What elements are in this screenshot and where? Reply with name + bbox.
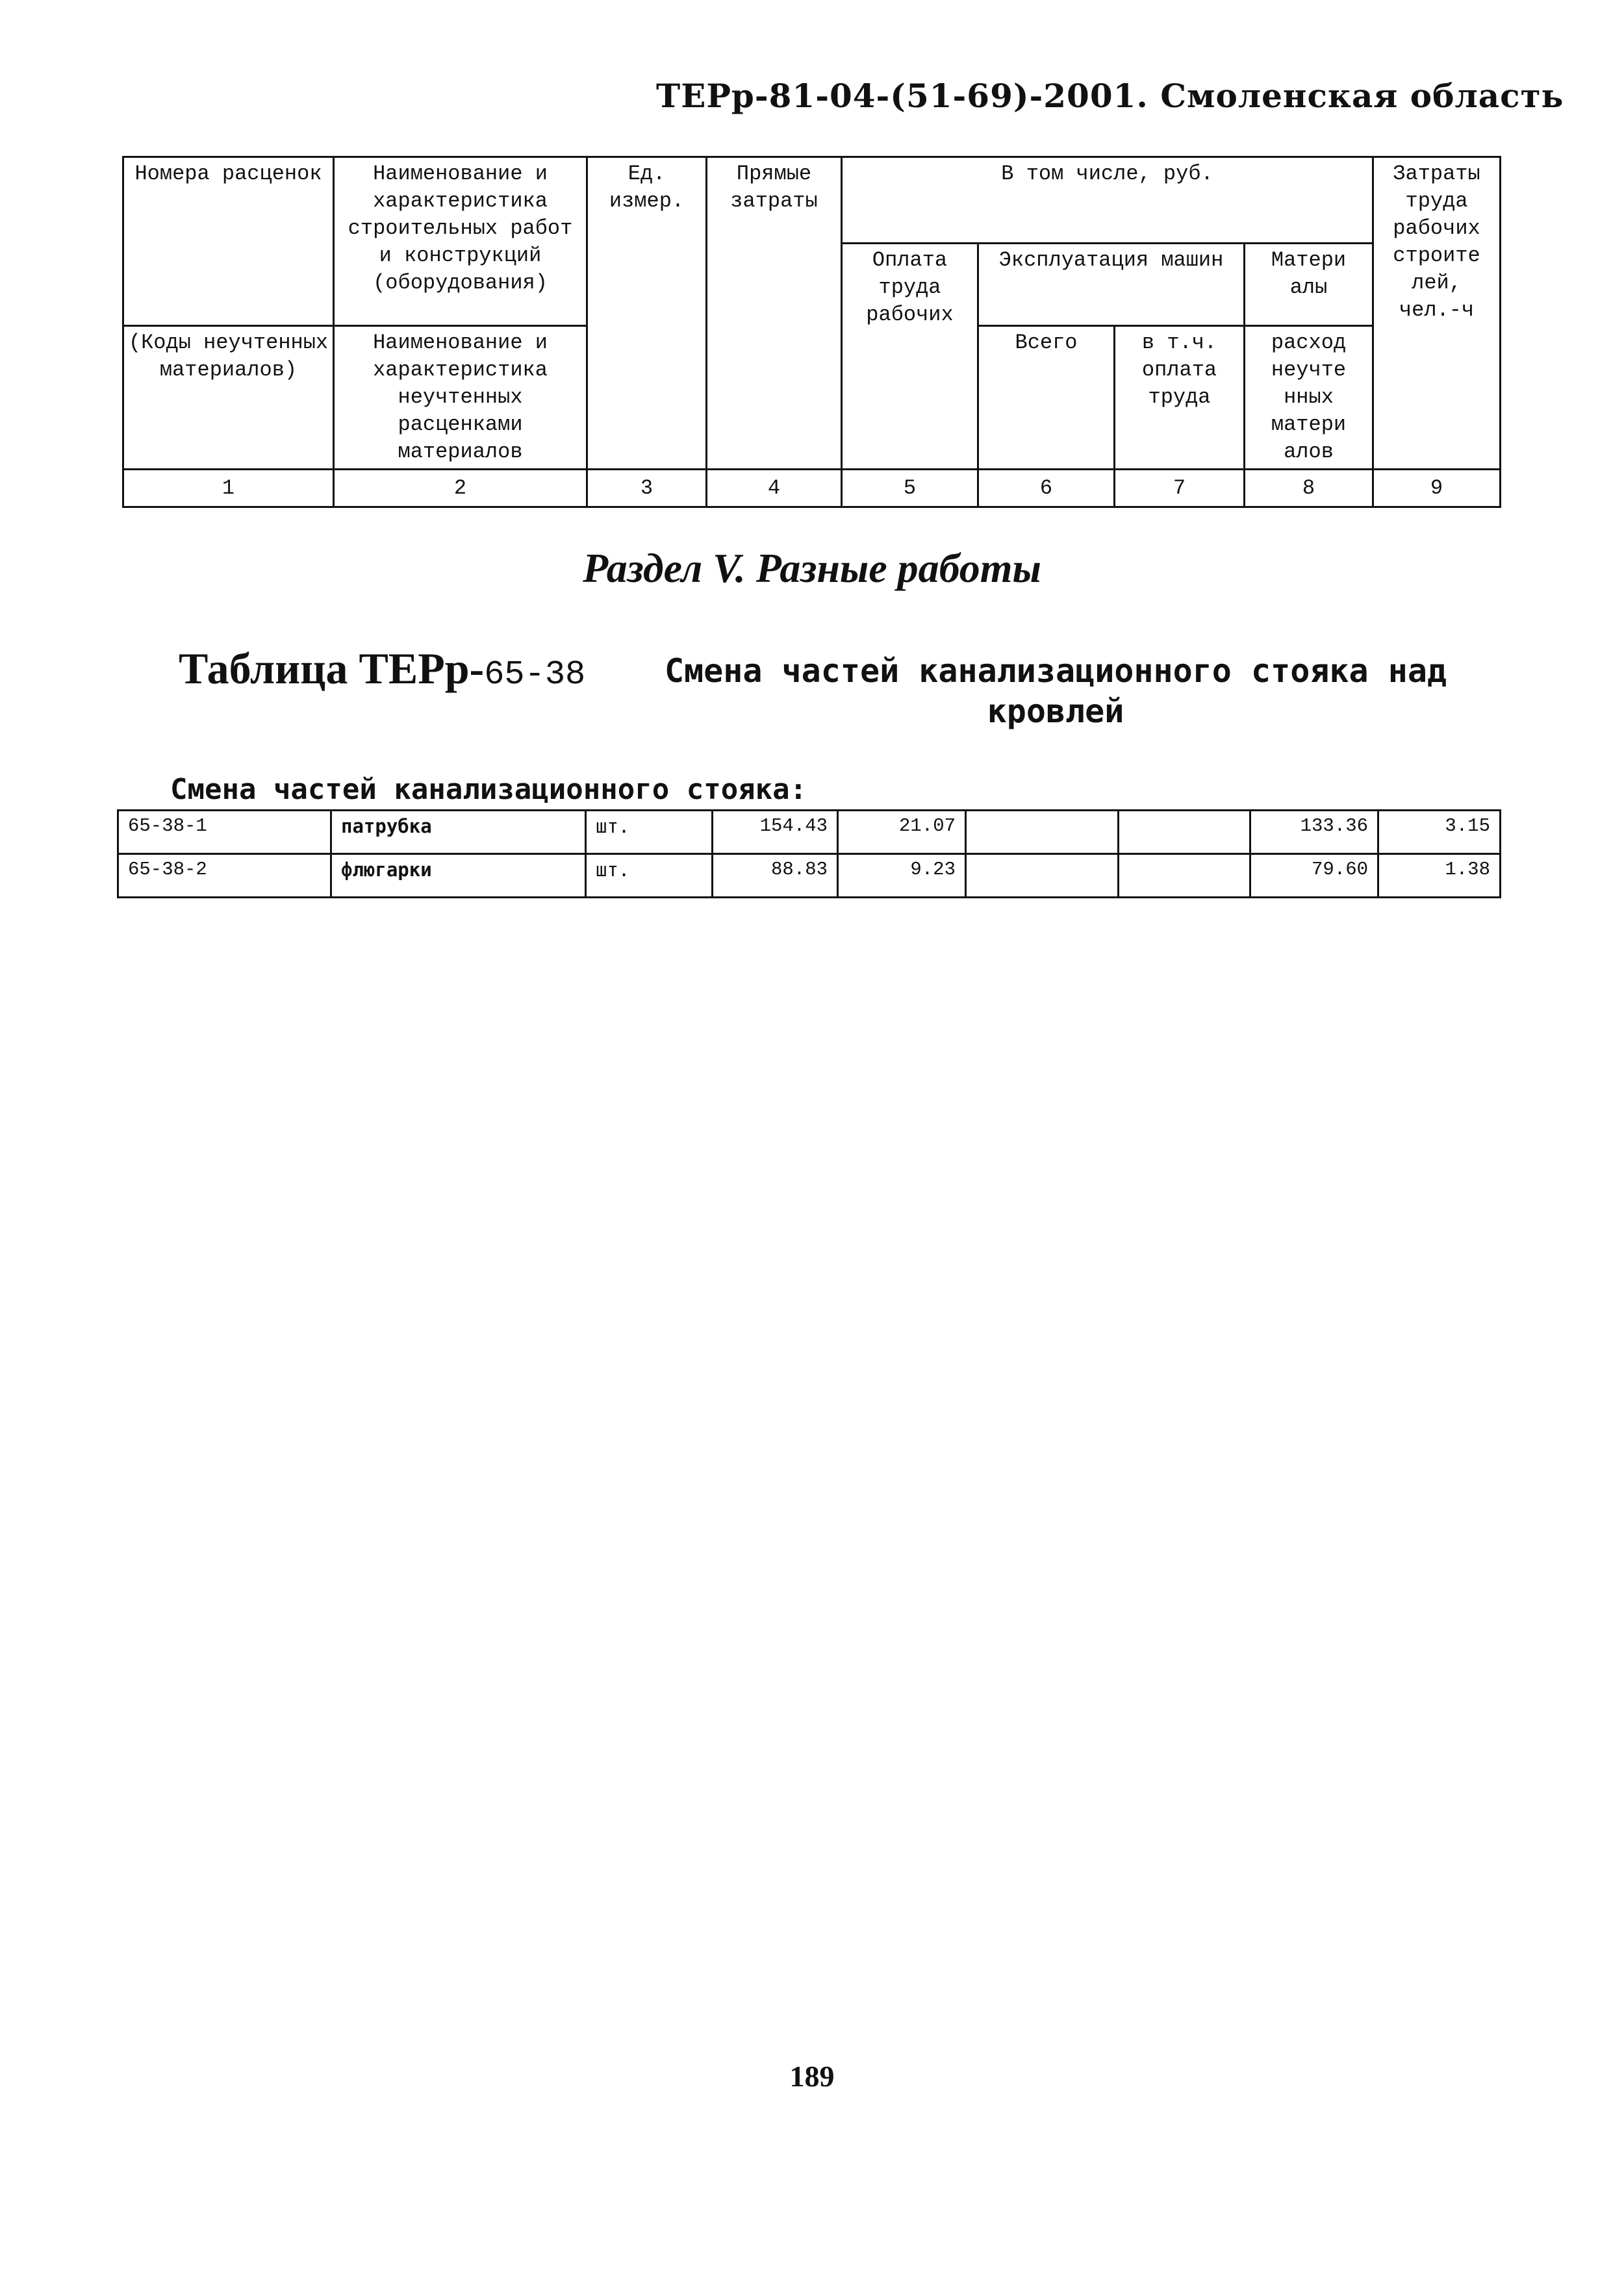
- rates-table: [117, 809, 1501, 898]
- table-title-name: Смена частей канализационного стояка над кровлей: [664, 652, 1447, 730]
- row-machines-total: [966, 854, 1119, 898]
- row-unit: шт.: [586, 854, 713, 898]
- row-code: 65-38-1: [118, 811, 331, 854]
- row-machines-wages: [1119, 811, 1250, 854]
- row-direct-costs: 88.83: [713, 854, 838, 898]
- header-material-names: Наименование и характеристика неучтенных расценками материалов: [334, 326, 587, 470]
- header-machines-wages: в т.ч. оплата труда: [1115, 326, 1245, 470]
- column-number: 4: [707, 470, 842, 507]
- running-head: ТЕРр-81-04-(51-69)-2001. Смоленская область: [656, 77, 1564, 115]
- row-machines-total: [966, 811, 1119, 854]
- header-labor-costs: Затраты труда рабочих строите лей, чел.-ч: [1373, 157, 1501, 470]
- row-labor: 1.38: [1378, 854, 1501, 898]
- table-row: [118, 811, 1501, 854]
- header-unit: Ед. измер.: [587, 157, 707, 470]
- row-labor: 3.15: [1378, 811, 1501, 854]
- table-row: [118, 854, 1501, 898]
- page-number: 189: [789, 2060, 835, 2093]
- header-machines-total: Всего: [978, 326, 1115, 470]
- header-materials: Матери алы: [1245, 244, 1373, 326]
- row-wages: 9.23: [838, 854, 966, 898]
- header-materials-consumption: расход неучте нных матери алов: [1245, 326, 1373, 470]
- column-number: 9: [1373, 470, 1501, 507]
- column-number: 3: [587, 470, 707, 507]
- column-number: 2: [334, 470, 587, 507]
- group-caption: Смена частей канализационного стояка:: [170, 773, 807, 806]
- table-title-code: 65-38: [484, 655, 586, 694]
- column-number: 7: [1115, 470, 1245, 507]
- column-number: 8: [1245, 470, 1373, 507]
- section-title: Раздел V. Разные работы: [583, 545, 1041, 591]
- column-header-table: [122, 156, 1501, 508]
- header-work-name: Наименование и характеристика строительных работ и конструкций (оборудования): [334, 157, 587, 326]
- row-unit: шт.: [586, 811, 713, 854]
- row-materials: 133.36: [1250, 811, 1378, 854]
- header-direct-costs: Прямые затраты: [707, 157, 842, 470]
- column-number: 1: [123, 470, 334, 507]
- column-number: 6: [978, 470, 1115, 507]
- column-number: 5: [842, 470, 978, 507]
- row-name: патрубка: [331, 811, 586, 854]
- row-direct-costs: 154.43: [713, 811, 838, 854]
- header-machines: Эксплуатация машин: [978, 244, 1245, 326]
- header-wages: Оплата труда рабочих: [842, 244, 978, 470]
- header-rate-numbers: Номера расценок: [123, 157, 334, 326]
- header-including-group: В том числе, руб.: [842, 157, 1373, 244]
- row-machines-wages: [1119, 854, 1250, 898]
- table-title-prefix: Таблица ТЕРр-: [179, 644, 485, 693]
- row-wages: 21.07: [838, 811, 966, 854]
- row-materials: 79.60: [1250, 854, 1378, 898]
- header-material-codes: (Коды неучтенных материалов): [123, 326, 334, 470]
- row-code: 65-38-2: [118, 854, 331, 898]
- row-name: флюгарки: [331, 854, 586, 898]
- table-title-label: [179, 643, 585, 694]
